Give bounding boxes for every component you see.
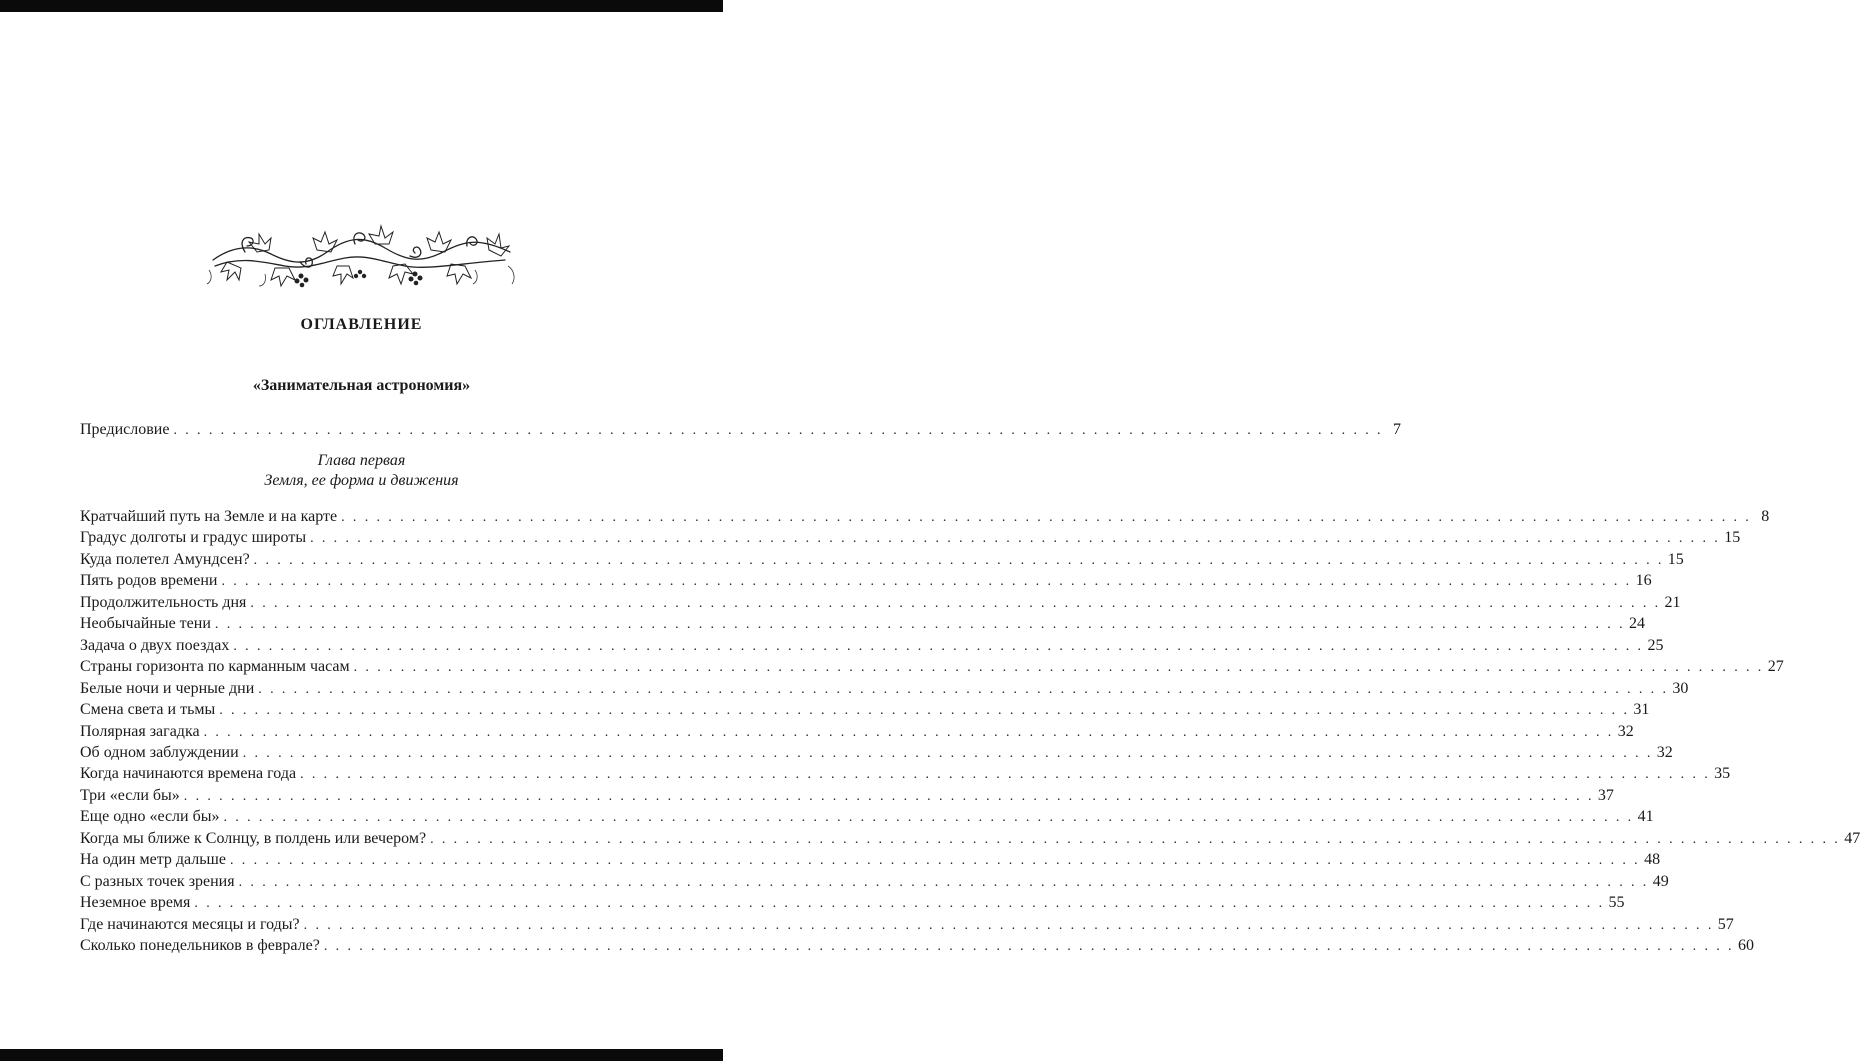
dot-leader: . . . . . . . . . . . . . . . . . . . . . . . . . . . . . . . . . . . . . . . . . . . . . . . . . . . . . . . . . . . . . . . . . . . . . . . . . . . . . . . . . . . . . . . . . . . . . . . . . . . . . . . . . . . . . . . . . . . . . . . . <box>258 681 1669 697</box>
dot-leader: . . . . . . . . . . . . . . . . . . . . . . . . . . . . . . . . . . . . . . . . . . . . . . . . . . . . . . . . . . . . . . . . . . . . . . . . . . . . . . . . . . . . . . . . . . . . . . . . . . . . . . . . . . . . . . . . . . . . . . . . <box>353 660 1764 676</box>
toc-entry[interactable] <box>80 678 1689 700</box>
toc-entry-title: Белые ночи и черные дни <box>80 679 255 697</box>
toc-entry[interactable] <box>80 892 1625 914</box>
toc-entry-title: Неземное время <box>80 894 191 912</box>
dot-leader: . . . . . . . . . . . . . . . . . . . . . . . . . . . . . . . . . . . . . . . . . . . . . . . . . . . . . . . . . . . . . . . . . . . . . . . . . . . . . . . . . . . . . . . . . . . . . . . . . . . . . . . . . . . . . . . . . . . . . . . . <box>214 617 1625 633</box>
bottom-border <box>0 1049 723 1061</box>
dot-leader: . . . . . . . . . . . . . . . . . . . . . . . . . . . . . . . . . . . . . . . . . . . . . . . . . . . . . . . . . . . . . . . . . . . . . . . . . . . . . . . . . . . . . . . . . . . . . . . . . . . . . . . . . . . . . . . . . . . . . . . . <box>253 552 1664 568</box>
dot-leader: . . . . . . . . . . . . . . . . . . . . . . . . . . . . . . . . . . . . . . . . . . . . . . . . . . . . . . . . . . . . . . . . . . . . . . . . . . . . . . . . . . . . . . . . . . . . . . . . . . . . . . . . . . . . . . . . . . . . . . . . <box>238 874 1649 890</box>
dot-leader: . . . . . . . . . . . . . . . . . . . . . . . . . . . . . . . . . . . . . . . . . . . . . . . . . . . . . . . . . . . . . . . . . . . . . . . . . . . . . . . . . . . . . . . . . . . . . . . . . . . . . . . . . . . . . . . . . . . . . . . . <box>341 510 1752 525</box>
dot-leader: . . . . . . . . . . . . . . . . . . . . . . . . . . . . . . . . . . . . . . . . . . . . . . . . . . . . . . . . . . . . . . . . . . . . . . . . . . . . . . . . . . . . . . . . . . . . . . . . . . . . . . . . . . . . . . . . . . . . . . . . <box>242 745 1653 761</box>
toc-entry[interactable] <box>80 613 1645 635</box>
dot-leader: . . . . . . . . . . . . . . . . . . . . . . . . . . . . . . . . . . . . . . . . . . . . . . . . . . . . . . . . . . . . . . . . . . . . . . . . . . . . . . . . . . . . . . . . . . . . . . . . . . . . . . . <box>173 423 1383 438</box>
toc-entry-title: Необычайные тени <box>80 615 211 633</box>
toc-entry-page: 16 <box>1635 572 1652 590</box>
toc-entry-title: Три «если бы» <box>80 786 180 804</box>
toc-entry-title: Еще одно «если бы» <box>80 808 220 826</box>
toc-entry-title: Кратчайший путь на Земле и на карте <box>80 508 338 525</box>
toc-entry-title: Полярная загадка <box>80 722 200 740</box>
toc-entry-title: Сколько понедельников в феврале? <box>80 937 320 954</box>
toc-entry-page: 48 <box>1644 851 1661 869</box>
toc-entry-page: 25 <box>1647 636 1664 654</box>
toc-entry-page: 30 <box>1672 679 1689 697</box>
dot-leader: . . . . . . . . . . . . . . . . . . . . . . . . . . . . . . . . . . . . . . . . . . . . . . . . . . . . . . . . . . . . . . . . . . . . . . . . . . . . . . . . . . . . . . . . . . . . . . . . . . . . . . . . . . . . . . . . . . . . . . . . <box>194 896 1605 912</box>
dot-leader: . . . . . . . . . . . . . . . . . . . . . . . . . . . . . . . . . . . . . . . . . . . . . . . . . . . . . . . . . . . . . . . . . . . . . . . . . . . . . . . . . . . . . . . . . . . . . . . . . . . . . . . . . . . . . . . . . . . . . . . . <box>221 574 1632 590</box>
toc-entry-title: Когда начинаются времена года <box>80 765 297 783</box>
top-border <box>0 0 723 12</box>
dot-leader: . . . . . . . . . . . . . . . . . . . . . . . . . . . . . . . . . . . . . . . . . . . . . . . . . . . . . . . . . . . . . . . . . . . . . . . . . . . . . . . . . . . . . . . . . . . . . . . . . . . . . . . . . . . . . . . . . . . . . . . . <box>303 917 1714 933</box>
dot-leader: . . . . . . . . . . . . . . . . . . . . . . . . . . . . . . . . . . . . . . . . . . . . . . . . . . . . . . . . . . . . . . . . . . . . . . . . . . . . . . . . . . . . . . . . . . . . . . . . . . . . . . . . . . . . . . . . . . . . . . . . <box>223 810 1634 826</box>
dot-leader: . . . . . . . . . . . . . . . . . . . . . . . . . . . . . . . . . . . . . . . . . . . . . . . . . . . . . . . . . . . . . . . . . . . . . . . . . . . . . . . . . . . . . . . . . . . . . . . . . . . . . . . . . . . . . . . . . . . . . . . . <box>233 638 1644 654</box>
dot-leader: . . . . . . . . . . . . . . . . . . . . . . . . . . . . . . . . . . . . . . . . . . . . . . . . . . . . . . . . . . . . . . . . . . . . . . . . . . . . . . . . . . . . . . . . . . . . . . . . . . . . . . . . . . . . . . . . . . . . . . . . <box>430 831 1841 847</box>
toc-entry-page: 55 <box>1608 894 1625 912</box>
toc-entry[interactable] <box>80 914 1734 936</box>
toc-entry-page: 8 <box>1761 508 1770 525</box>
toc-entry-page: 35 <box>1714 765 1731 783</box>
vine-ornament-icon <box>205 222 520 300</box>
toc-entry-preface[interactable] <box>80 419 1401 441</box>
page-title: ОГЛАВЛЕНИЕ <box>300 316 423 333</box>
toc-entry-page: 32 <box>1617 722 1634 740</box>
toc-entry-page: 37 <box>1597 786 1614 804</box>
dot-leader: . . . . . . . . . . . . . . . . . . . . . . . . . . . . . . . . . . . . . . . . . . . . . . . . . . . . . . . . . . . . . . . . . . . . . . . . . . . . . . . . . . . . . . . . . . . . . . . . . . . . . . . . . . . . . . . . . . . . . . . . <box>323 939 1734 954</box>
toc-entry[interactable] <box>80 742 1673 764</box>
toc-entry-page: 27 <box>1767 658 1784 676</box>
dot-leader: . . . . . . . . . . . . . . . . . . . . . . . . . . . . . . . . . . . . . . . . . . . . . . . . . . . . . . . . . . . . . . . . . . . . . . . . . . . . . . . . . . . . . . . . . . . . . . . . . . . . . . . . . . . . . . . . . . . . . . . . <box>219 703 1630 719</box>
dot-leader: . . . . . . . . . . . . . . . . . . . . . . . . . . . . . . . . . . . . . . . . . . . . . . . . . . . . . . . . . . . . . . . . . . . . . . . . . . . . . . . . . . . . . . . . . . . . . . . . . . . . . . . . . . . . . . . . . . . . . . . . <box>250 595 1661 611</box>
toc-entry-title: На один метр дальше <box>80 851 226 869</box>
toc-entry-title: Об одном заблуждении <box>80 743 239 761</box>
toc-entry[interactable] <box>80 721 1634 743</box>
dot-leader: . . . . . . . . . . . . . . . . . . . . . . . . . . . . . . . . . . . . . . . . . . . . . . . . . . . . . . . . . . . . . . . . . . . . . . . . . . . . . . . . . . . . . . . . . . . . . . . . . . . . . . . . . . . . . . . . . . . . . . . . <box>300 767 1711 783</box>
toc-entry[interactable] <box>80 549 1684 571</box>
toc-entry-title: С разных точек зрения <box>80 872 235 890</box>
toc-entry-title: Смена света и тьмы <box>80 701 216 719</box>
dot-leader: . . . . . . . . . . . . . . . . . . . . . . . . . . . . . . . . . . . . . . . . . . . . . . . . . . . . . . . . . . . . . . . . . . . . . . . . . . . . . . . . . . . . . . . . . . . . . . . . . . . . . . . . . . . . . . . . . . . . . . . . <box>203 724 1614 740</box>
dot-leader: . . . . . . . . . . . . . . . . . . . . . . . . . . . . . . . . . . . . . . . . . . . . . . . . . . . . . . . . . . . . . . . . . . . . . . . . . . . . . . . . . . . . . . . . . . . . . . . . . . . . . . . . . . . . . . . . . . . . . . . . <box>183 788 1594 804</box>
toc-entry-title: Градус долготы и градус широты <box>80 529 307 547</box>
toc-entry-title: Задача о двух поездах <box>80 636 230 654</box>
toc-entry[interactable] <box>80 806 1654 828</box>
toc-entry-page: 31 <box>1633 701 1650 719</box>
toc-entry-page: 15 <box>1667 550 1684 568</box>
toc-entry-title: Предисловие <box>80 421 170 438</box>
toc-entry-title: Пять родов времени <box>80 572 218 590</box>
toc-entry-title: Где начинаются месяцы и годы? <box>80 915 300 933</box>
toc-entry-title: Куда полетел Амундсен? <box>80 550 250 568</box>
toc-entry-page: 57 <box>1717 915 1734 933</box>
toc-entry[interactable] <box>80 656 1784 678</box>
book-title: «Занимательная астрономия» <box>252 377 471 394</box>
toc-entry[interactable] <box>80 763 1731 785</box>
toc-entry-page: 21 <box>1664 593 1681 611</box>
toc-entry[interactable] <box>80 785 1614 807</box>
dot-leader: . . . . . . . . . . . . . . . . . . . . . . . . . . . . . . . . . . . . . . . . . . . . . . . . . . . . . . . . . . . . . . . . . . . . . . . . . . . . . . . . . . . . . . . . . . . . . . . . . . . . . . . . . . . . . . . . . . . . . . . . <box>310 531 1721 547</box>
toc-entry[interactable] <box>80 828 1860 850</box>
toc-entry[interactable] <box>80 506 1770 528</box>
toc-entry[interactable] <box>80 635 1664 657</box>
toc-entry-page: 32 <box>1656 743 1673 761</box>
dot-leader: . . . . . . . . . . . . . . . . . . . . . . . . . . . . . . . . . . . . . . . . . . . . . . . . . . . . . . . . . . . . . . . . . . . . . . . . . . . . . . . . . . . . . . . . . . . . . . . . . . . . . . . . . . . . . . . . . . . . . . . . <box>229 853 1641 869</box>
toc-entry-page: 47 <box>1844 829 1860 847</box>
toc-entry-page: 24 <box>1629 615 1645 633</box>
chapter-number: Глава первая <box>317 452 406 469</box>
toc-entry-page: 49 <box>1652 872 1669 890</box>
toc-entry-page: 41 <box>1637 808 1654 826</box>
toc-entry[interactable] <box>80 935 1754 957</box>
toc-entry[interactable] <box>80 871 1669 893</box>
toc-entry[interactable] <box>80 527 1741 549</box>
toc-entry[interactable] <box>80 592 1681 614</box>
toc-entry[interactable] <box>80 699 1650 721</box>
toc-entry-page: 60 <box>1737 937 1754 954</box>
chapter-name: Земля, ее форма и движения <box>264 472 459 489</box>
toc-entry-page: 7 <box>1392 421 1401 438</box>
toc-entry[interactable] <box>80 570 1652 592</box>
toc-entry-title: Когда мы ближе к Солнцу, в полдень или вечером? <box>80 829 427 847</box>
toc-entry-title: Продолжительность дня <box>80 593 247 611</box>
toc-entry[interactable] <box>80 849 1661 871</box>
toc-entry-page: 15 <box>1724 529 1741 547</box>
toc-entry-title: Страны горизонта по карманным часам <box>80 658 350 676</box>
